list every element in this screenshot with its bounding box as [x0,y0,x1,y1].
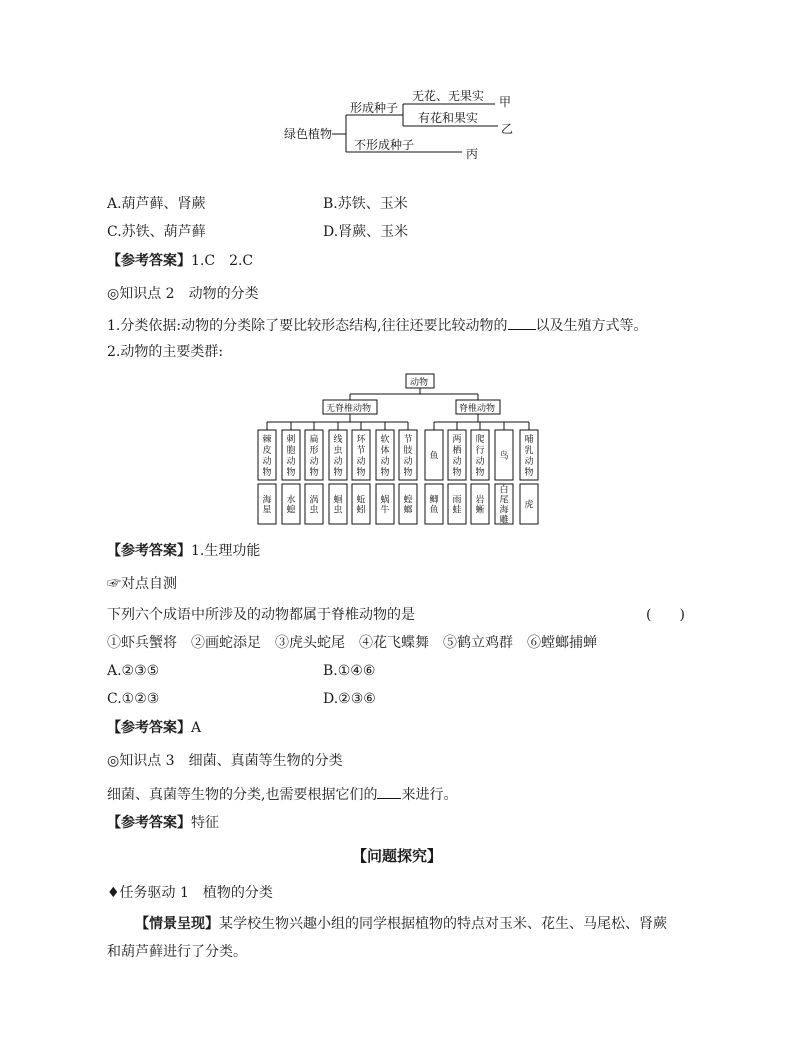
animal-group-name-char: 节 [403,435,413,445]
option-d: D.肾蕨、玉米 [323,224,409,240]
animal-example-char: 鱼 [429,505,439,516]
animal-group-name-char: 爬 [475,435,485,445]
animal-group-name-char: 物 [403,468,413,478]
kp2-line1 [107,315,648,336]
answer-text: 特征 [191,815,219,831]
animal-root-label: 动物 [410,378,429,388]
branch-seed-label: 形成种子 [350,101,399,115]
option-c: C.苏铁、葫芦藓 [107,224,206,240]
animal-example-char: 螂 [403,505,413,516]
animal-group-name-char: 动 [356,457,366,467]
animal-example-char: 牛 [380,505,390,516]
animal-group-name-char: 节 [356,446,366,456]
answer-text: A [191,720,202,736]
leaf-flower-label: 有花和果实 [418,111,479,125]
knowledge-point-3-title: ◎知识点 3 细菌、真菌等生物的分类 [107,753,343,769]
animal-group-name-char: 物 [356,468,366,478]
animal-group-name-char: 哺 [524,435,534,445]
fill-blank [377,784,401,799]
animal-group-name-char: 软 [380,435,390,445]
animal-group-name-char: 动 [475,457,485,467]
animal-example-char: 蜥 [475,505,485,516]
animal-group-name-char: 物 [524,468,534,478]
animal-group-name-char: 物 [475,468,485,478]
animal-example-char: 蛙 [452,505,462,516]
animal-example-char: 螅 [286,505,296,516]
plant-root-label: 绿色植物 [284,127,333,141]
scenario-text-1: 某学校生物兴趣小组的同学根据植物的特点对玉米、花生、马尾松、肾蕨 [219,916,667,932]
kp2-line1-text: 1.分类依据:动物的分类除了要比较形态结构,往往还要比较动物的 [107,318,508,334]
self-test-option-d: D.②③⑥ [323,691,376,707]
animal-example-char: 鲫 [429,495,439,506]
kp3-line [107,784,457,805]
self-test-option-b: B.①④⑥ [323,663,376,679]
end-yi: 乙 [501,122,514,136]
animal-group-name-char: 物 [309,468,319,478]
animal-classification-diagram [250,372,550,532]
animal-group-name-char: 动 [403,457,413,467]
animal-example-char: 蝗 [403,495,413,506]
section-title: 【问题探究】 [351,847,442,865]
leaf-no-flower-label: 无花、无果实 [412,89,485,103]
answer-4 [107,813,219,833]
animal-example-char: 雕 [499,515,509,526]
answer-3 [107,718,201,738]
animal-example-char: 海 [262,495,272,506]
scenario-label: 【情景呈现】 [135,916,219,932]
animal-group-name-char: 动 [524,457,534,467]
animal-example-char: 尾 [499,495,509,506]
animal-group-name-char: 鱼 [429,451,439,462]
answer-1 [107,251,253,271]
answer-label: 【参考答案】 [107,720,191,736]
animal-group-name-char: 动 [262,457,272,467]
animal-group-name-char: 动 [452,457,462,467]
kp3-line-tail: 来进行。 [401,787,458,803]
kp2-line1-tail: 以及生殖方式等。 [535,318,648,334]
animal-example-char: 岩 [475,495,485,506]
invertebrate-label: 无脊椎动物 [326,404,372,414]
animal-example-char: 涡 [309,495,319,506]
animal-group-name-char: 动 [333,457,343,467]
answer-paren: ( ) [646,607,685,623]
self-test-title: ☞对点自测 [107,576,177,592]
animal-example-char: 蜗 [380,495,390,506]
animal-group-name-char: 物 [452,468,462,478]
knowledge-point-2-title: ◎知识点 2 动物的分类 [107,286,259,302]
self-test-question: 下列六个成语中所涉及的动物都属于脊椎动物的是 [107,607,415,623]
scenario-line-2: 和葫芦藓进行了分类。 [107,944,247,960]
answer-label: 【参考答案】 [107,815,191,831]
animal-group-name-char: 物 [380,468,390,478]
self-test-option-c: C.①②③ [107,691,160,707]
kp2-line2: 2.动物的主要类群: [107,344,224,360]
end-jia: 甲 [499,95,512,109]
animal-example-char: 虎 [524,500,534,511]
animal-group-name-char: 物 [333,468,343,478]
animal-example-char: 虫 [309,505,319,516]
animal-example-char: 蛔 [333,495,343,506]
plant-classification-diagram [270,84,530,168]
animal-group-name-char: 物 [286,468,296,478]
animal-group-name-char: 皮 [262,446,272,456]
animal-group-name-char: 行 [475,446,485,456]
answer-label: 【参考答案】 [107,543,191,559]
kp3-line-text: 细菌、真菌等生物的分类,也需要根据它们的 [107,787,378,803]
animal-group-name-char: 线 [333,435,343,445]
animal-group-name-char: 鸟 [499,451,509,462]
animal-group-name-char: 物 [262,468,272,478]
self-test-items: ①虾兵蟹将 ②画蛇添足 ③虎头蛇尾 ④花飞蝶舞 ⑤鹤立鸡群 ⑥螳螂捕蝉 [107,635,597,651]
answer-label: 【参考答案】 [107,253,191,269]
answer-text: 1.C 2.C [191,253,254,269]
animal-group-name-char: 体 [380,446,390,456]
task-driver-1: ♦任务驱动 1 植物的分类 [107,885,273,901]
fill-blank [508,315,536,330]
self-test-option-a: A.②③⑤ [107,663,160,679]
option-a: A.葫芦藓、肾蕨 [107,196,206,212]
animal-group-name-char: 刺 [286,435,296,445]
animal-group-name-char: 动 [380,457,390,467]
branch-noseed-label: 不形成种子 [354,138,415,152]
animal-example-char: 蚯 [356,495,366,506]
animal-group-name-char: 肢 [403,446,413,456]
animal-group-name-char: 虫 [333,446,343,456]
animal-group-name-char: 两 [452,435,462,445]
answer-text: 1.生理功能 [191,543,261,559]
vertebrate-label: 脊椎动物 [459,404,496,414]
end-bing: 丙 [466,147,479,161]
animal-group-name-char: 动 [309,457,319,467]
animal-group-name-char: 动 [286,457,296,467]
animal-group-name-char: 胞 [286,446,296,456]
animal-group-name-char: 乳 [524,446,534,456]
animal-group-name-char: 栖 [452,446,462,456]
answer-2 [107,541,260,561]
animal-example-char: 星 [262,505,272,516]
animal-example-char: 雨 [452,495,462,506]
animal-example-char: 海 [499,505,509,516]
animal-example-char: 水 [286,495,296,506]
animal-group-name-char: 环 [356,435,366,445]
animal-group-name-char: 扁 [309,435,319,445]
animal-group-name-char: 形 [309,446,319,456]
animal-example-char: 白 [499,485,509,496]
option-b: B.苏铁、玉米 [323,196,408,212]
animal-example-char: 蚓 [356,505,366,516]
scenario-line-1 [135,914,667,934]
animal-group-name-char: 棘 [262,435,272,445]
animal-example-char: 虫 [333,505,343,516]
